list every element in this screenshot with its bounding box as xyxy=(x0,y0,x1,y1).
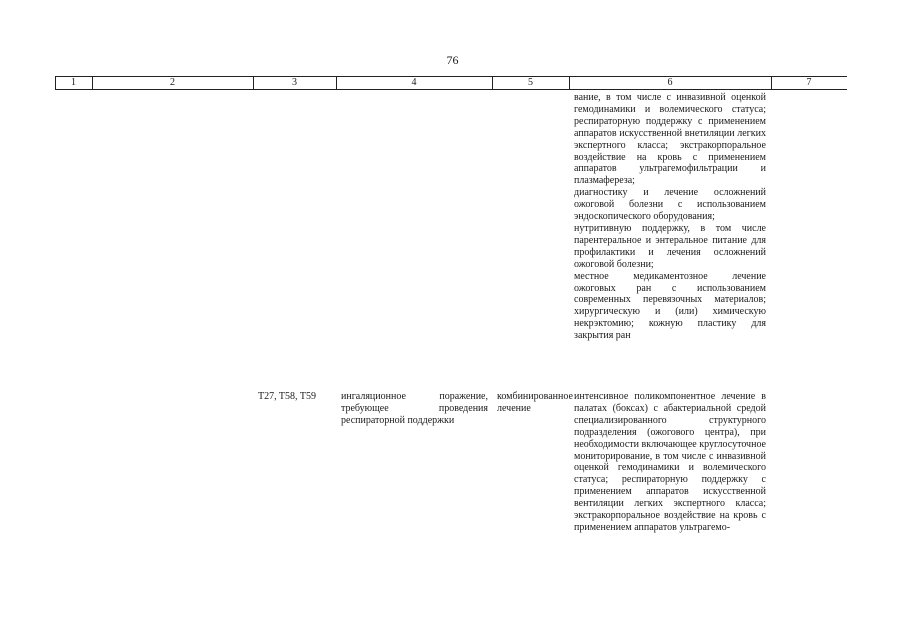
column-number-6: 6 xyxy=(667,77,673,88)
diagnosis-codes: T27, T58, T59 xyxy=(258,391,316,402)
condition-cell: ингаляционное поражение, требующее проведения респираторной поддержки xyxy=(341,391,488,426)
page-number: 76 xyxy=(446,53,459,67)
column-number-1: 1 xyxy=(71,77,76,88)
column-number-3: 3 xyxy=(292,77,297,88)
header-bottom-rule xyxy=(55,89,847,90)
method-paragraph: вание, в том числе с инвазивной оценкой гемодинамики и волемического статуса; респираторную поддержку с применением аппаратов искусственной внетиляции легких экспертного класса; экстракорпоральное воздействие на кровь с применением аппаратов ультрагемофильтрации и плазмафереза; xyxy=(574,92,766,187)
method-paragraph: диагностику и лечение осложнений ожоговой болезни с использованием эндоскопического оборудования; xyxy=(574,187,766,223)
column-number-2: 2 xyxy=(170,77,175,88)
column-number-5: 5 xyxy=(528,77,533,88)
method-paragraph: нутритивную поддержку, в том числе парентеральное и энтеральное питание для профилактики и лечения осложнений ожоговой болезни; xyxy=(574,222,766,270)
treatment-type-cell: комбинированное лечение xyxy=(497,391,573,414)
column-number-7: 7 xyxy=(806,77,812,88)
method-paragraph: местное медикаментозное лечение ожоговых ран с использованием современных перевязочных материалов; хирургическую и (или) химическую некрэктомию; кожную пластику для закрытия ран xyxy=(574,270,766,342)
column-number-4: 4 xyxy=(411,77,417,88)
continuation-method-cell xyxy=(574,92,766,342)
treatment-method-cell: интенсивное поликомпонентное лечение в палатах (боксах) с абактериальной средой специализированного структурного подразделения (ожогового центра), при необходимости включающее круглосуточное мониторирование, в том числе с инвазивной оценкой гемодинамики и волемического статуса; респираторную поддержку с применением аппаратов искусственной вентиляции легких экспертного класса; экстракорпоральное воздействие на кровь с применением аппаратов ультрагемо- xyxy=(574,391,766,533)
